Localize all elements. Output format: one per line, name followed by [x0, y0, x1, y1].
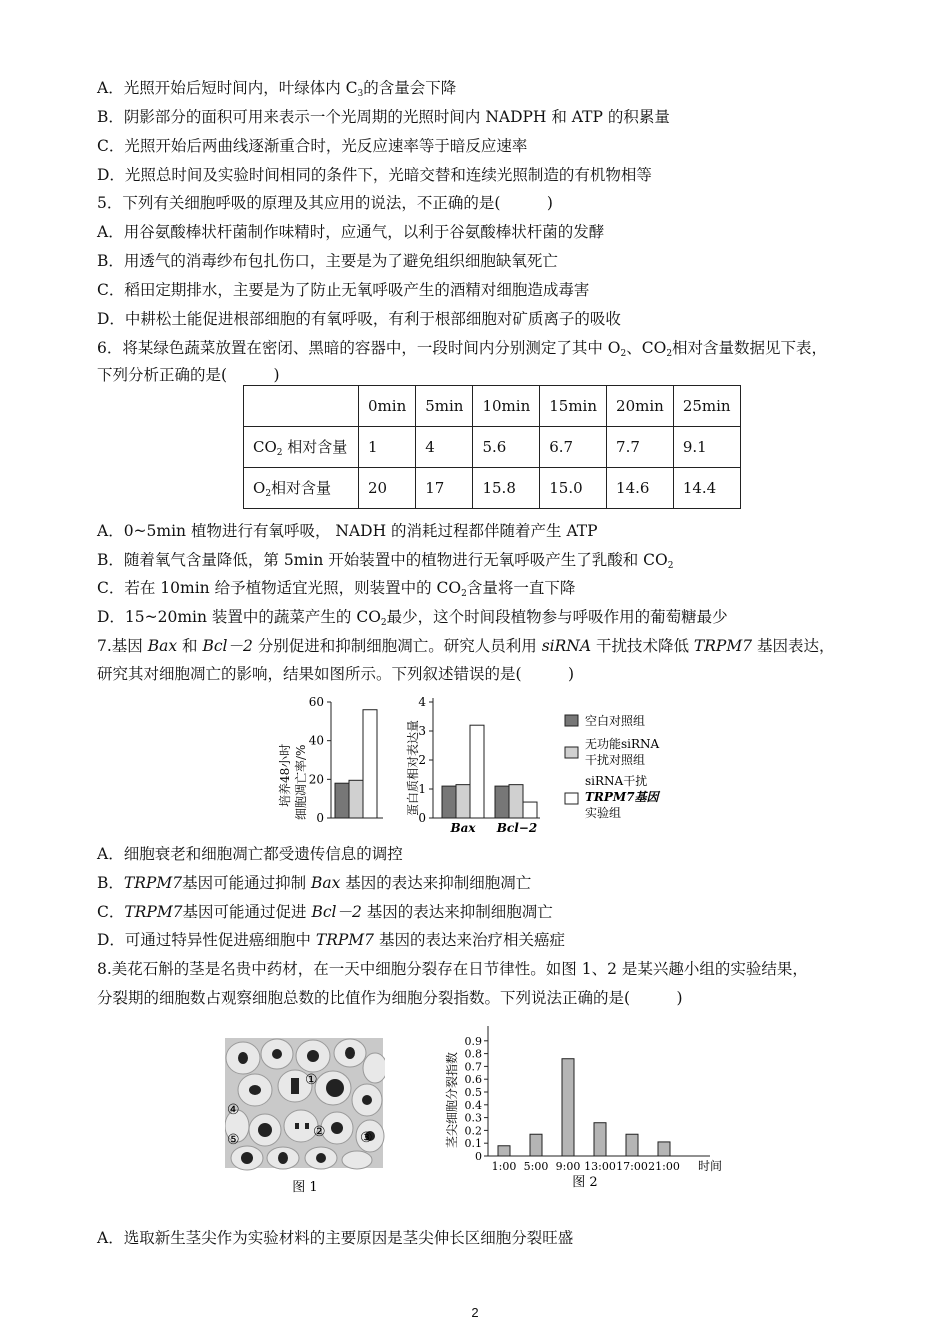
legend-swatch-experiment — [565, 793, 578, 804]
option-4a: A．光照开始后短时间内，叶绿体内 $C_3$的含量会下降 — [97, 79, 457, 99]
xtick-label: 5:00 — [523, 1160, 549, 1173]
marker-5: ⑤ — [227, 1132, 240, 1148]
table-cell: 5.6 — [473, 427, 540, 468]
option-5b: B．用透气的消毒纱布包扎伤口，主要是为了避免组织细胞缺氧死亡 — [97, 252, 558, 270]
bar-division-index — [626, 1134, 638, 1156]
bar-protein — [523, 802, 537, 818]
bar-protein — [442, 786, 456, 818]
option-4b: B．阴影部分的面积可用来表示一个光周期的光照时间内 NADPH 和 ATP 的积累量 — [97, 108, 670, 126]
figure-2-chart — [440, 1018, 740, 1193]
marker-1: ① — [305, 1072, 318, 1088]
option-8a: A．选取新生茎尖作为实验材料的主要原因是茎尖伸长区细胞分裂旺盛 — [97, 1229, 574, 1247]
figure-q7 — [265, 690, 715, 835]
option-5a: A．用谷氨酸棒状杆菌制作味精时，应通气，以利于谷氨酸棒状杆菌的发酵 — [97, 223, 605, 241]
question-5: 5．下列有关细胞呼吸的原理及其应用的说法，不正确的是( ) — [97, 194, 553, 212]
legend-swatch-nonfunctional — [565, 747, 578, 758]
option-4d: D．光照总时间及实验时间相同的条件下，光暗交替和连续光照制造的有机物相等 — [97, 166, 652, 184]
option-6b: B．随着氧气含量降低，第 5min 开始装置中的植物进行无氧呼吸产生了乳酸和 $CO_2$ — [97, 551, 674, 571]
ylabel-apoptosis-a: 培养48小时 — [278, 743, 292, 807]
table-cell: 14.4 — [673, 468, 740, 509]
table-cell: 1 — [359, 427, 416, 468]
ytick-label: 20 — [308, 772, 324, 787]
ytick-label: 1 — [418, 782, 426, 796]
option-5d: D．中耕松土能促进根部细胞的有氧呼吸，有利于根部细胞对矿质离子的吸收 — [97, 310, 621, 328]
xtick-bcl2: Bcl−2 — [496, 821, 538, 835]
gas-content-table — [243, 385, 741, 509]
xlabel-time: 时间 — [698, 1159, 723, 1173]
ylabel-protein: 蛋白质相对表达量 — [406, 719, 420, 816]
legend-label: 无功能siRNA — [585, 737, 660, 751]
marker-2: ② — [313, 1124, 326, 1140]
bar-protein — [456, 785, 470, 818]
option-6c: C．若在 10min 给予植物适宜光照，则装置中的 $CO_2$含量将一直下降 — [97, 579, 576, 599]
xtick-label: 1:00 — [491, 1160, 517, 1173]
figure-1-caption: 图 1 — [292, 1180, 318, 1195]
table-row — [244, 427, 741, 468]
bar-protein — [470, 725, 484, 818]
bar-division-index — [562, 1059, 574, 1156]
option-7a: A．细胞衰老和细胞凋亡都受遗传信息的调控 — [97, 845, 403, 863]
option-7d: D．可通过特异性促进癌细胞中 TRPM7 基因的表达来治疗相关癌症 — [97, 931, 565, 949]
table-cell — [244, 386, 359, 427]
figure-1-micrograph — [225, 1038, 385, 1198]
table-cell: 4 — [416, 427, 473, 468]
table-row-label: $CO_2$ 相对含量 — [244, 427, 359, 468]
xtick-bax: Bax — [450, 821, 476, 835]
bar-division-index — [498, 1146, 510, 1156]
question-6: 6．将某绿色蔬菜放置在密闭、黑暗的容器中，一段时间内分别测定了其中 $O_2$、$CO_2$相对含量数据见下表， — [97, 339, 828, 359]
table-cell: 10min — [473, 386, 540, 427]
table-row — [244, 468, 741, 509]
table-cell: 9.1 — [673, 427, 740, 468]
table-cell: 15min — [540, 386, 607, 427]
table-row-label: $O_2$相对含量 — [244, 468, 359, 509]
table-cell: 6.7 — [540, 427, 607, 468]
question-8-cont: 分裂期的细胞数占观察细胞总数的比值作为细胞分裂指数。下列说法正确的是( ) — [97, 989, 683, 1007]
xtick-label: 21:00 — [648, 1160, 680, 1173]
bar-protein — [509, 785, 523, 818]
ylabel-division-index: 茎尖细胞分裂指数 — [445, 1051, 459, 1148]
ytick-label: 0.7 — [464, 1060, 482, 1074]
question-6-cont: 下列分析正确的是( ) — [97, 366, 280, 384]
ytick-label: 0 — [475, 1150, 482, 1163]
ytick-label: 0.9 — [464, 1034, 482, 1048]
ytick-label: 3 — [418, 724, 426, 738]
marker-3: ③ — [360, 1130, 373, 1146]
table-cell: 14.6 — [607, 468, 674, 509]
ytick-label: 0.2 — [464, 1124, 482, 1138]
option-5c: C．稻田定期排水，主要是为了防止无氧呼吸产生的酒精对细胞造成毒害 — [97, 281, 590, 299]
bar-protein — [495, 786, 509, 818]
question-8: 8.美花石斛的茎是名贵中药材，在一天中细胞分裂存在日节律性。如图 1、2 是某兴趣小组的实验结果， — [97, 960, 808, 978]
ytick-label: 0.4 — [464, 1098, 482, 1112]
ylabel-apoptosis-b: 细胞凋亡率/% — [294, 744, 308, 820]
table-cell: 20 — [359, 468, 416, 509]
ytick-label: 0.6 — [464, 1073, 482, 1087]
ytick-label: 0 — [316, 811, 324, 825]
table-cell: 7.7 — [607, 427, 674, 468]
bar-division-index — [658, 1142, 670, 1156]
ytick-label: 0.3 — [464, 1111, 482, 1125]
ytick-label: 0.5 — [464, 1086, 482, 1099]
legend-label: TRPM7基因 — [585, 790, 659, 804]
legend-label: siRNA干扰 — [585, 774, 648, 788]
bar-division-index — [530, 1134, 542, 1156]
option-4c: C．光照开始后两曲线逐渐重合时，光反应速率等于暗反应速率 — [97, 137, 528, 155]
table-cell: 0min — [359, 386, 416, 427]
ytick-label: 0.8 — [464, 1047, 482, 1061]
table-cell: 20min — [607, 386, 674, 427]
table-cell: 15.8 — [473, 468, 540, 509]
xtick-label: 9:00 — [555, 1160, 581, 1173]
ytick-label: 60 — [308, 695, 324, 709]
option-7c: C．TRPM7基因可能通过促进 Bcl－2 基因的表达来抑制细胞凋亡 — [97, 903, 553, 921]
question-7-cont: 研究其对细胞凋亡的影响，结果如图所示。下列叙述错误的是( ) — [97, 665, 575, 683]
ytick-label: 4 — [418, 695, 426, 709]
ytick-label: 0 — [418, 811, 426, 825]
table-cell: 15.0 — [540, 468, 607, 509]
marker-4: ④ — [227, 1102, 240, 1118]
table-header-row — [244, 386, 741, 427]
table-cell: 17 — [416, 468, 473, 509]
legend-label: 实验组 — [585, 806, 622, 820]
ytick-label: 2 — [418, 753, 426, 767]
ytick-label: 40 — [308, 733, 324, 748]
bar-apoptosis — [363, 710, 377, 818]
xtick-label: 13:00 — [584, 1160, 616, 1173]
question-7: 7.基因 Bax 和 Bcl－2 分别促进和抑制细胞凋亡。研究人员利用 siRNA 干扰技术降低 TRPM7 基因表达， — [97, 637, 835, 655]
legend-label: 空白对照组 — [585, 714, 646, 728]
ytick-label: 0.1 — [464, 1137, 482, 1151]
legend-label: 干扰对照组 — [585, 753, 646, 767]
bar-division-index — [594, 1123, 606, 1156]
table-cell: 25min — [673, 386, 740, 427]
option-7b: B．TRPM7基因可能通过抑制 Bax 基因的表达来抑制细胞凋亡 — [97, 874, 532, 892]
table-cell: 5min — [416, 386, 473, 427]
page-number: 2 — [471, 1305, 479, 1320]
figure-2-caption: 图 2 — [572, 1175, 598, 1190]
legend-swatch-blank — [565, 715, 578, 726]
bar-apoptosis — [349, 780, 363, 818]
option-6d: D．15~20min 装置中的蔬菜产生的 $CO_2$最少，这个时间段植物参与呼吸作用的葡萄糖最少 — [97, 608, 728, 628]
bar-apoptosis — [335, 783, 349, 818]
option-6a: A．0~5min 植物进行有氧呼吸， NADH 的消耗过程都伴随着产生 ATP — [97, 522, 598, 540]
xtick-label: 17:00 — [616, 1160, 648, 1173]
